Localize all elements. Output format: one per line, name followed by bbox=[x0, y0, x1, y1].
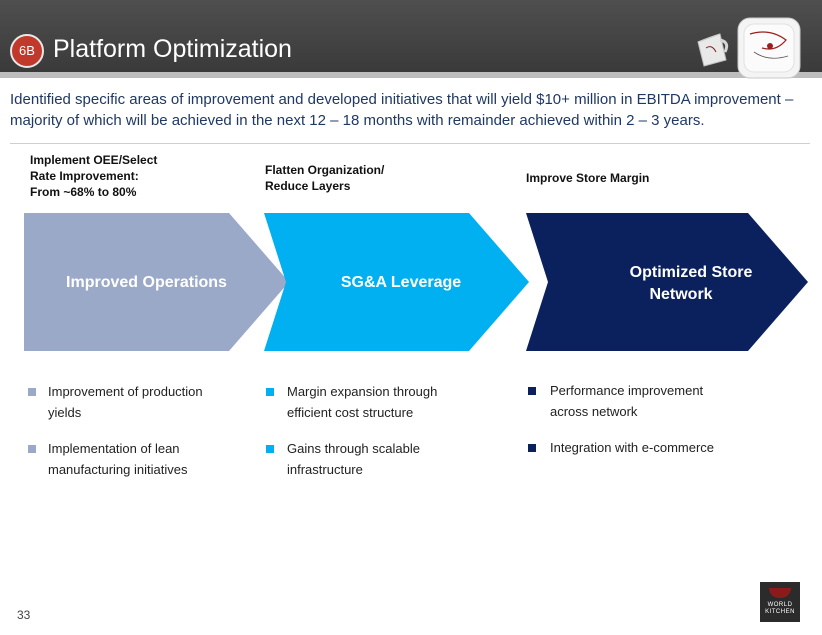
bullet-line: Integration with e-commerce bbox=[550, 440, 715, 455]
column-heading-store bbox=[526, 170, 649, 186]
arrow-label-line: Improved Operations bbox=[66, 274, 227, 291]
bullet-square-icon bbox=[28, 445, 36, 453]
bullet-line: Improvement of production bbox=[48, 384, 203, 399]
bullet-line: Performance improvement bbox=[550, 383, 704, 398]
bullet-square-icon bbox=[28, 388, 36, 396]
heading-line: Improve Store Margin bbox=[526, 171, 650, 185]
heading-line: Reduce Layers bbox=[265, 179, 351, 193]
column-heading-sga bbox=[265, 162, 384, 194]
bullet-item bbox=[550, 437, 714, 458]
bullet-square-icon bbox=[266, 445, 274, 453]
logo-bowl bbox=[769, 588, 791, 598]
bullet-square-icon bbox=[528, 387, 536, 395]
bullet-line: manufacturing initiatives bbox=[48, 462, 188, 477]
bullet-line: yields bbox=[48, 405, 82, 420]
bullet-item bbox=[287, 438, 420, 480]
arrow-label-line: SG&A Leverage bbox=[340, 274, 462, 291]
bullet-item bbox=[48, 381, 203, 423]
section-badge: 6B bbox=[10, 34, 44, 68]
heading-line: Rate Improvement: bbox=[30, 169, 139, 183]
bullet-line: Margin expansion through bbox=[287, 384, 438, 399]
arrow-label-operations bbox=[24, 272, 269, 294]
bullet-line: Gains through scalable bbox=[287, 441, 420, 456]
divider bbox=[10, 143, 810, 144]
column-heading-operations bbox=[30, 152, 157, 200]
bullet-square-icon bbox=[528, 444, 536, 452]
arrow-label-line: Network bbox=[649, 286, 713, 303]
heading-line: Flatten Organization/ bbox=[265, 163, 385, 177]
product-photo-icon bbox=[690, 12, 815, 80]
arrow-label-store bbox=[576, 262, 806, 306]
logo-text-line: WORLD bbox=[767, 602, 793, 608]
bullet-item bbox=[287, 381, 437, 423]
bullet-item bbox=[48, 438, 187, 480]
heading-line: Implement OEE/Select bbox=[30, 153, 158, 167]
bullet-line: efficient cost structure bbox=[287, 405, 414, 420]
logo-text-line: KITCHEN bbox=[765, 609, 795, 615]
bullet-square-icon bbox=[266, 388, 274, 396]
bullet-line: across network bbox=[550, 404, 638, 419]
arrow-label-line: Optimized Store bbox=[629, 264, 753, 281]
page-title: Platform Optimization bbox=[53, 35, 292, 63]
intro-text: Identified specific areas of improvement and developed initiatives that will yield $10+ million in EBITDA improvement – majority of which will be achieved in the next 12 – 18 months with remainder achieved within 2 – 3 years. bbox=[10, 91, 794, 129]
page-number: 33 bbox=[17, 608, 31, 622]
bullet-line: infrastructure bbox=[287, 462, 363, 477]
bullet-item bbox=[550, 380, 703, 422]
world-kitchen-logo-icon bbox=[760, 582, 800, 622]
arrow-label-sga bbox=[286, 272, 516, 294]
heading-line: From ~68% to 80% bbox=[30, 185, 137, 199]
bullet-line: Implementation of lean bbox=[48, 441, 180, 456]
